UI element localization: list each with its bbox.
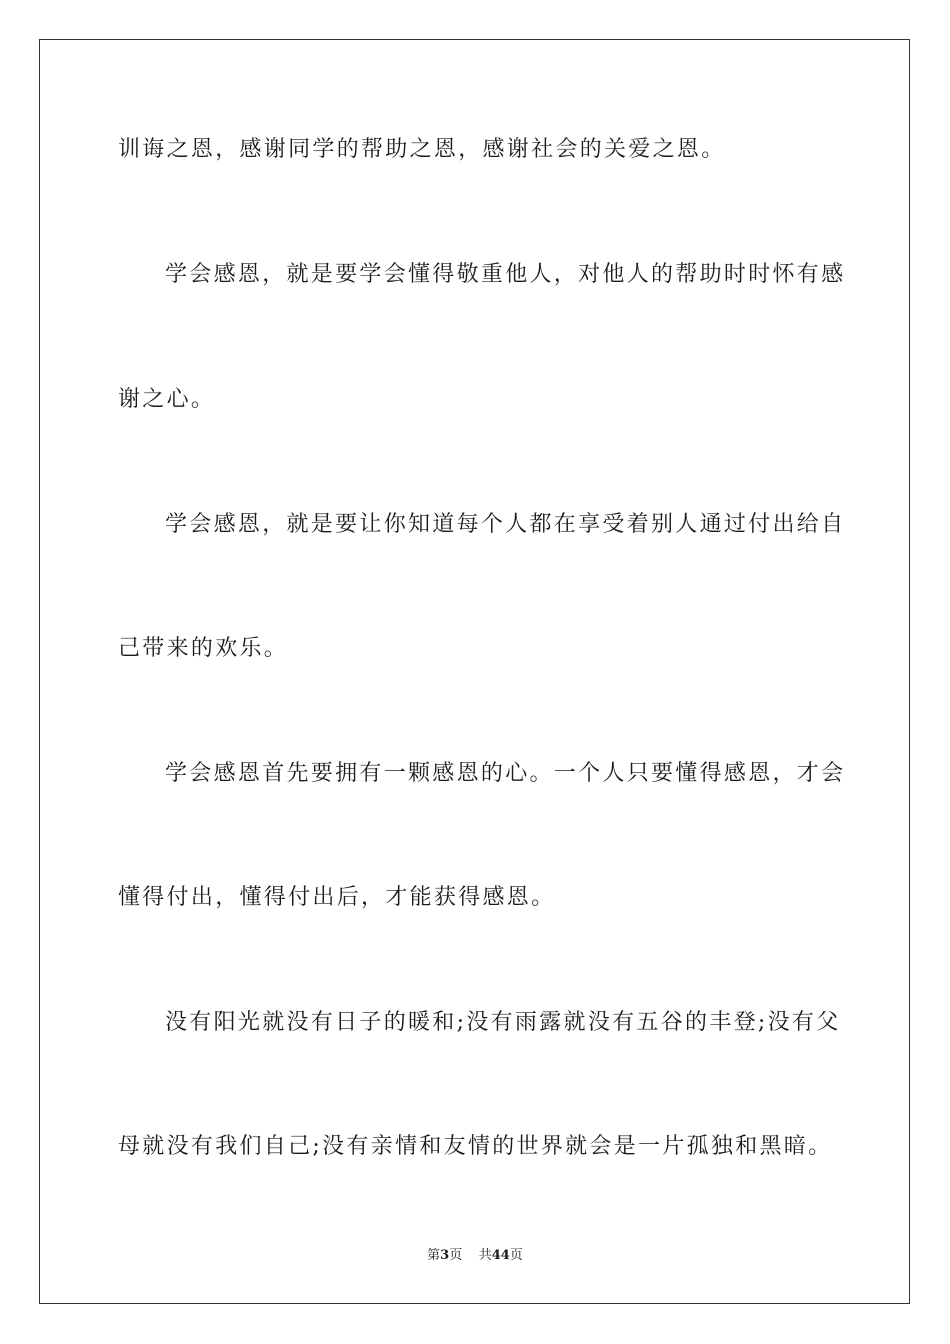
page-border	[39, 39, 910, 1304]
paragraph-line-1: 训诲之恩，感谢同学的帮助之恩，感谢社会的关爱之恩。	[118, 137, 726, 162]
paragraph-line-7: 懂得付出，懂得付出后，才能获得感恩。	[118, 885, 556, 910]
page-number: 3	[440, 1248, 450, 1263]
paragraph-line-2: 学会感恩，就是要学会懂得敬重他人，对他人的帮助时时怀有感	[165, 262, 846, 287]
page-suffix: 页	[449, 1248, 463, 1263]
total-pages: 44	[491, 1248, 510, 1263]
paragraph-line-6: 学会感恩首先要拥有一颗感恩的心。一个人只要懂得感恩，才会	[165, 761, 846, 786]
paragraph-line-3: 谢之心。	[118, 387, 216, 412]
paragraph-line-4: 学会感恩，就是要让你知道每个人都在享受着别人通过付出给自	[165, 512, 846, 537]
paragraph-line-8: 没有阳光就没有日子的暖和;没有雨露就没有五谷的丰登;没有父	[165, 1010, 841, 1035]
paragraph-line-5: 己带来的欢乐。	[118, 636, 289, 661]
page-prefix: 第	[427, 1248, 441, 1263]
total-prefix: 共	[478, 1248, 492, 1263]
paragraph-line-9: 母就没有我们自己;没有亲情和友情的世界就会是一片孤独和黑暗。	[118, 1134, 833, 1159]
page-footer	[0, 1247, 950, 1265]
total-suffix: 页	[509, 1248, 523, 1263]
